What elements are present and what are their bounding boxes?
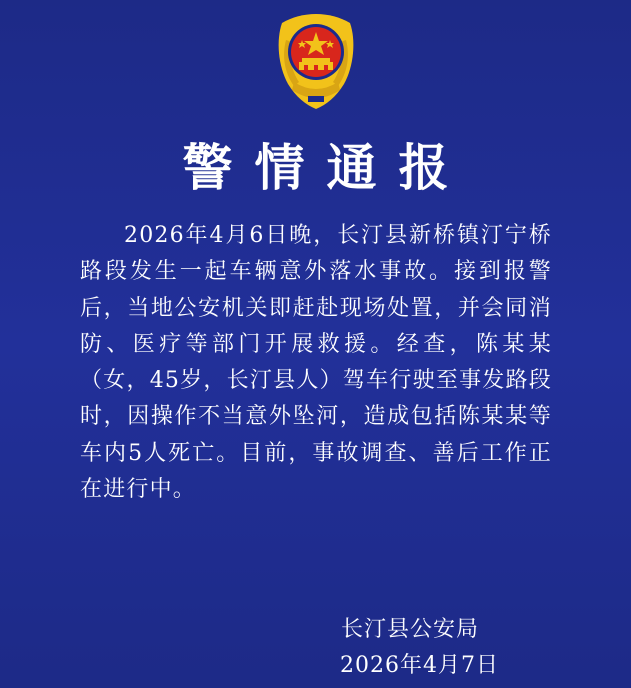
notice-signature	[340, 612, 499, 684]
notice-title: 警情通报	[182, 139, 471, 197]
notice-body: 2026年4月6日晚，长汀县新桥镇汀宁桥路段发生一起车辆意外落水事故。接到报警后，当地公安机关即赶赴现场处置，并会同消防、医疗等部门开展救援。经查，陈某某（女，45岁，长汀县人）驾车行驶至事发路段时，因操作不当意外坠河，造成包括陈某某等车内5人死亡。目前，事故调查、善后工作正在进行中。	[80, 223, 552, 503]
issue-date: 2026年4月7日	[340, 653, 499, 678]
police-emblem-icon	[266, 10, 366, 110]
issuer-name: 长汀县公安局	[340, 617, 479, 642]
